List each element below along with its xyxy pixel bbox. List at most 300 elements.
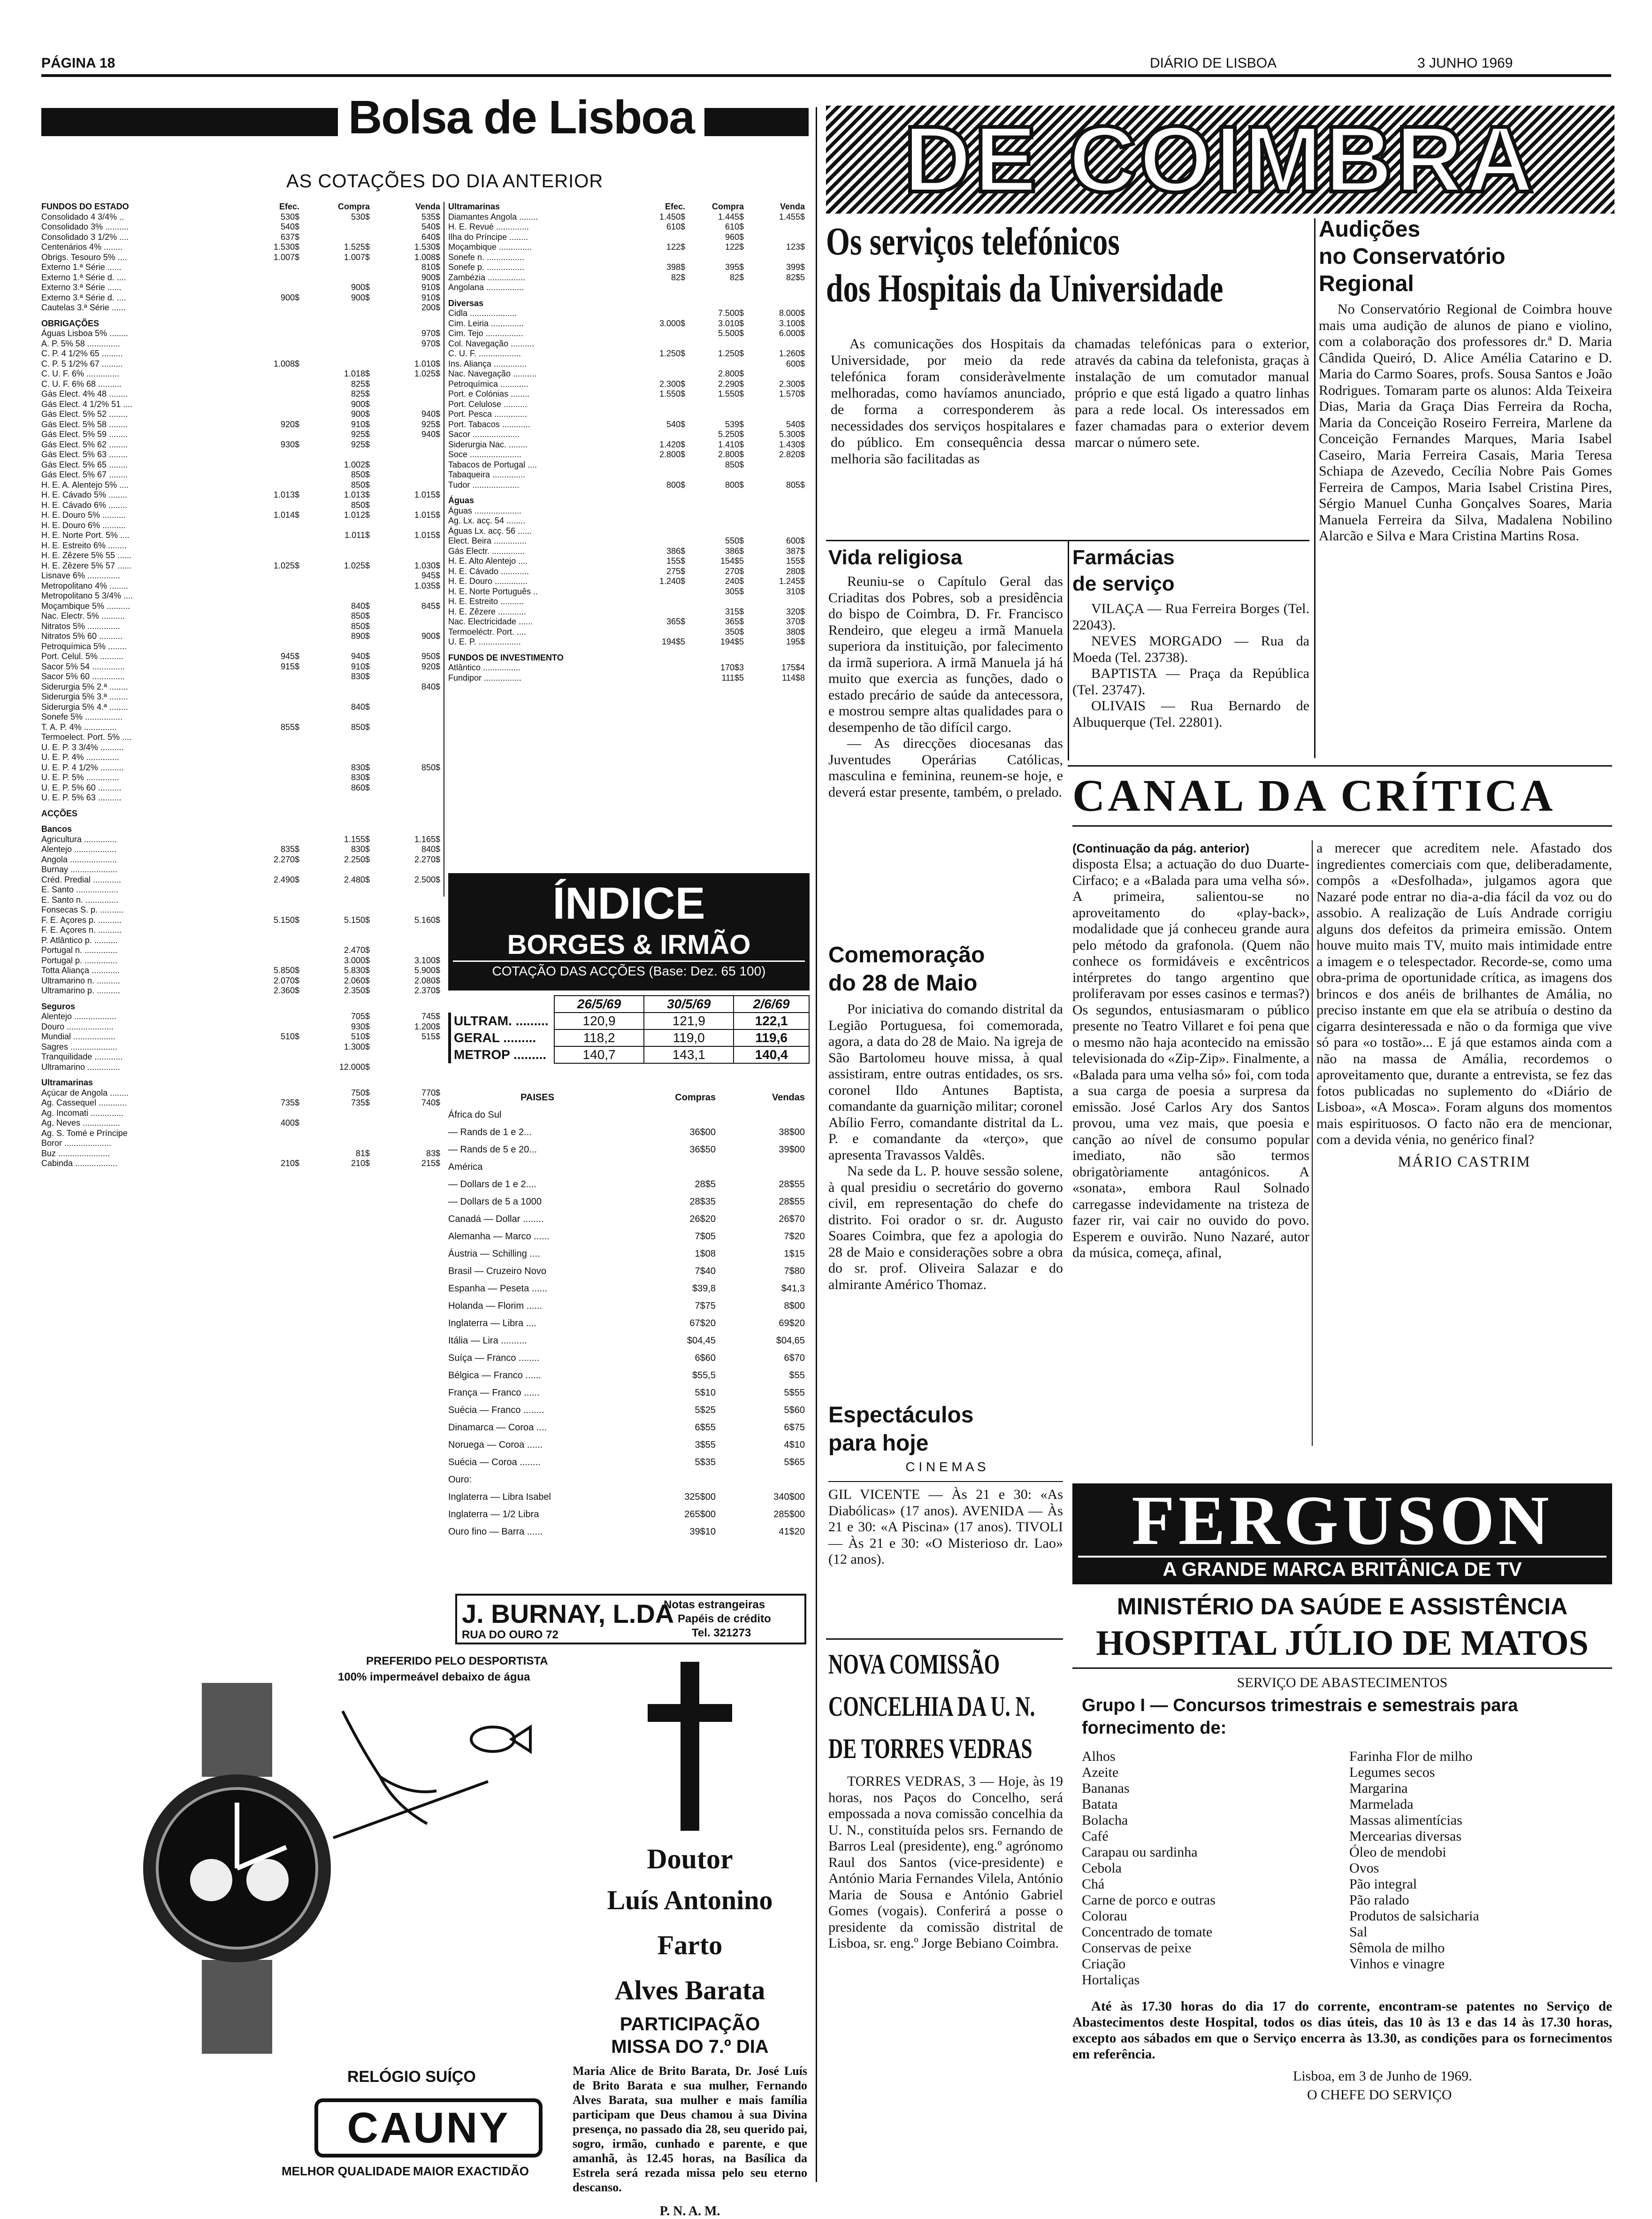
bolsa-left-row: [41, 631, 445, 642]
hospital-service: SERVIÇO DE ABASTECIMENTOS: [1237, 1675, 1448, 1690]
currency-name: Ouro:: [448, 1474, 472, 1485]
bolsa-right-row: [448, 470, 810, 480]
quote-value: [299, 692, 370, 702]
quote-value: [234, 1138, 299, 1149]
quote-value: 1.450$: [659, 212, 685, 222]
supply-item: Carapau ou sardinha: [1082, 1844, 1198, 1860]
quote-value: [234, 885, 299, 895]
watch-subdial-left: [190, 1859, 232, 1901]
quote-value: 1.455$: [779, 212, 805, 222]
quote-value: 810$: [421, 262, 440, 272]
quote-value: [299, 521, 370, 531]
quote-value: 825$: [351, 379, 370, 389]
bolsa-left-row: [41, 642, 445, 652]
quote-value: [627, 232, 685, 243]
quote-value: 910$: [351, 419, 370, 429]
quote-value: 530$: [351, 212, 370, 222]
ferguson-brand: FERGUSON: [1132, 1482, 1553, 1559]
security-name: Totta Aliança ............: [41, 966, 120, 975]
bolsa-right-row: [448, 232, 810, 243]
canal-critica-article: [1072, 770, 1612, 827]
bolsa-left-row: [41, 1042, 445, 1052]
bolsa-left-row: [41, 470, 445, 480]
quote-value: 2.470$: [344, 945, 370, 955]
quote-value: [299, 1118, 370, 1129]
security-name: Port. Tabacos ............: [448, 419, 530, 429]
exchange-value: 1$08: [695, 1249, 716, 1259]
bolsa-left-row: [41, 743, 445, 753]
quote-value: [370, 480, 440, 491]
quote-value: [234, 945, 299, 956]
exchange-value: 5$60: [784, 1405, 805, 1415]
telefones-col2: chamadas telefónicas para o exterior, através da cabina da telefonista, graças à instalação de um comutador manual próprio e que está ligado a quatro linhas para a rede local. Os interessados em fazer chamadas para o exterior devem marcar o número sete.: [1075, 336, 1309, 450]
telefones-col1: As comunicações dos Hospitais da Universidade, por meio da rede telefónica foram consideràvelmente melhoradas, como havíamos anunciado, de forma a corresponderem às necessidades dos serviços hospitalares e do público. Em consequência dessa melhoria são facilitadas as: [831, 336, 1065, 467]
security-name: U. E. P. 5% 63 ..........: [41, 793, 122, 802]
quote-value: [299, 339, 370, 349]
farmacias-list: [1072, 601, 1309, 730]
security-name: Buz ......................: [41, 1148, 110, 1158]
quote-value: [234, 1062, 299, 1073]
security-name: Tabacos de Portugal ....: [448, 460, 537, 469]
quote-value: 945$: [280, 652, 299, 661]
quote-value: 2.800$: [659, 450, 685, 459]
currency-name: Alemanha — Marco ......: [448, 1231, 550, 1242]
bolsa-right-row: [448, 273, 810, 283]
quote-value: 800$: [725, 480, 744, 490]
quote-value: [299, 885, 370, 895]
quote-value: 1.008$: [414, 252, 440, 262]
bolsa-left-row: [41, 773, 445, 783]
bolsa-left-row: [41, 763, 445, 773]
obituary: [573, 1662, 807, 2219]
exchange-value: 36$50: [689, 1144, 716, 1155]
bolsa-left-row: [41, 1108, 445, 1119]
security-name: Siderurgia 5% 2.ª ........: [41, 682, 128, 691]
quote-value: [299, 793, 370, 803]
security-name: Sagres ....................: [41, 1042, 118, 1052]
quote-value: 900$: [351, 399, 370, 409]
quote-value: 900$: [421, 272, 440, 282]
bolsa-left-row: [41, 510, 445, 521]
column-head: Venda: [780, 202, 805, 211]
security-name: Moçambique ..............: [448, 242, 532, 252]
quote-value: [744, 369, 805, 379]
exchange-value: 69$20: [779, 1318, 805, 1328]
bolsa-left-row: [41, 420, 445, 430]
quote-value: 3.000$: [344, 955, 370, 965]
bolsa-right-row: [448, 369, 810, 379]
quote-value: [685, 359, 744, 369]
quote-value: 637$: [280, 232, 299, 242]
quote-value: [234, 712, 299, 722]
bolsa-left-row: [41, 359, 445, 369]
exchange-row: [448, 1211, 810, 1228]
quote-value: [370, 460, 440, 470]
fish-figure: [471, 1727, 514, 1751]
espectaculos-sub: C I N E M A S: [905, 1459, 986, 1474]
security-name: Sonefe n. ................: [448, 252, 525, 262]
quote-value: [234, 936, 299, 946]
quote-value: [299, 895, 370, 906]
quote-value: [234, 369, 299, 379]
hospital-group: Grupo I — Concursos trimestrais e semestrais para fornecimento de:: [1082, 1696, 1518, 1738]
quote-value: 850$: [351, 722, 370, 732]
quote-value: 1.250$: [659, 349, 685, 358]
quote-value: 510$: [351, 1032, 370, 1041]
quote-value: 2.290$: [718, 379, 744, 389]
hospital-name: HOSPITAL JÚLIO DE MATOS: [1096, 1623, 1589, 1663]
bolsa-right-row: [448, 283, 810, 293]
espectaculos-article: [828, 1401, 1063, 1568]
bolsa-left-row: [41, 253, 445, 263]
security-name: Termoelect. Port. 5% ....: [41, 732, 132, 742]
bolsa-left-row: [41, 389, 445, 399]
exchange-row: [448, 1141, 810, 1159]
bolsa-left-row: [41, 1052, 445, 1062]
security-name: Boror ....................: [41, 1138, 112, 1148]
bolsa-left-row: [41, 905, 445, 915]
canal-head: CANAL DA CRÍTICA: [1072, 770, 1556, 821]
quote-value: [234, 601, 299, 612]
quote-value: 1.035$: [414, 581, 440, 591]
supply-item: Sal: [1349, 1924, 1368, 1940]
quote-value: [627, 506, 685, 516]
exchange-row: [448, 1298, 810, 1315]
supply-item: Cebola: [1082, 1860, 1122, 1876]
exchange-value: 3$55: [695, 1440, 716, 1450]
quote-value: 155$: [666, 556, 685, 566]
bolsa-left-row: [41, 293, 445, 303]
canal-text-col1: disposta Elsa; a actuação do duo Duarte-Cirfaco; e a «Balada para uma velha só». A primeira, salientou-se no aproveitamento do «play-back», modalidade que já conheceu grande aura pelo método da grafonola. (Quem não conhece os formidáveis e excêntricos intérpretes do tango argentino que proliferavam por esses casinos e termas?) Os segundos, entusiasmaram o público presente no Teatro Villaret e foi pena que o mesmo não haja acontecido na emissão televisionada do «Zip-Zip». Finalmente, a «Balada para uma velha só» foi, com toda a sua carga de poesia a surpresa da emissão. José Carlos Ary dos Santos provou, uma vez mais, que poesia e canção ao nível de consumo popular imediato, não são termos obrigatòriamente antagónicos. A «sonata», embora Raul Solnado carregasse indevidamente na tristeza de fazer rir, vai cair no ouvido do povo. Esperem e ouvirão. Nuno Nazaré, autor da música, começa, afinal,: [1072, 856, 1309, 1260]
quote-value: [234, 379, 299, 390]
quote-value: 830$: [351, 762, 370, 772]
farmacia-entry: BAPTISTA — Praça da República (Tel. 23747).: [1072, 666, 1309, 698]
bolsa-right-row: [448, 673, 810, 683]
quote-value: [299, 682, 370, 692]
quote-value: [627, 673, 685, 683]
security-name: Externo 3.ª Série ......: [41, 283, 122, 292]
quote-value: 175$4: [781, 663, 805, 672]
security-name: H. E. Cávado 6% ........: [41, 500, 128, 510]
bolsa-left-row: [41, 855, 445, 865]
quote-value: [370, 1062, 440, 1073]
security-name: Zambézia ................: [448, 272, 526, 282]
quote-value: [234, 480, 299, 491]
quote-value: 1.530$: [273, 242, 299, 252]
quote-value: 1.260$: [779, 349, 805, 358]
supply-item: Colorau: [1082, 1908, 1127, 1924]
bolsa-left-row: [41, 1022, 445, 1032]
security-name: Port. Pesca ..............: [448, 409, 528, 419]
exchange-head-row: [448, 1089, 810, 1106]
exchange-row: [448, 1471, 810, 1489]
quote-value: 2.300$: [659, 379, 685, 389]
bolsa-left-row: [41, 1032, 445, 1042]
security-name: Gás Elect. 5% 62 ........: [41, 439, 128, 449]
security-name: H. E. Douro 6% ..........: [41, 520, 126, 530]
security-name: H. E. Zêzere 5% 57 ......: [41, 561, 132, 570]
quote-value: 850$: [351, 621, 370, 631]
bolsa-left-row: [41, 1062, 445, 1073]
watch-ad-bottom2: MAIOR EXACTIDÃO: [413, 2164, 529, 2178]
security-name: Consolidado 3 1/2% ....: [41, 232, 129, 242]
quote-value: [370, 743, 440, 753]
farmacia-entry: OLIVAIS — Rua Bernardo de Albuquerque (Tel. 22801).: [1072, 698, 1309, 730]
quote-value: 830$: [351, 773, 370, 782]
quote-value: 82$: [671, 272, 685, 282]
quote-value: [370, 752, 440, 763]
quote-value: 195$: [786, 637, 805, 646]
quote-value: [234, 642, 299, 652]
bolsa-right-row: [448, 329, 810, 339]
torres-head3: DE TORRES VEDRAS: [828, 1733, 1032, 1764]
quote-value: [685, 253, 744, 263]
quote-value: 530$: [280, 212, 299, 222]
quote-value: 270$: [725, 566, 744, 576]
quote-value: [627, 283, 685, 293]
quote-value: [299, 329, 370, 339]
security-name: H. E. Douro 5% ..........: [41, 510, 126, 520]
quote-value: 305$: [725, 586, 744, 596]
bolsa-left-row: [41, 242, 445, 253]
exchange-row: [448, 1245, 810, 1263]
quote-value: 1.550$: [718, 389, 744, 399]
supply-item: Produtos de salsicharia: [1349, 1908, 1479, 1924]
security-name: A. P. 5% 58 ..............: [41, 338, 120, 348]
quote-value: 398$: [666, 262, 685, 272]
quote-value: [370, 389, 440, 399]
bolsa-left-row: [41, 885, 445, 895]
supply-item: Ovos: [1349, 1860, 1379, 1876]
security-name: Petroquímica 5% ........: [41, 641, 127, 651]
quote-value: [234, 925, 299, 936]
quote-value: [299, 591, 370, 601]
torres-top-rule: [826, 1638, 1063, 1640]
quote-value: 1.550$: [659, 389, 685, 399]
quote-value: 1.300$: [344, 1042, 370, 1052]
bolsa-left-row: [41, 232, 445, 243]
quote-value: 1.025$: [273, 561, 299, 570]
bolsa-left-table: [41, 202, 445, 1864]
quote-value: [370, 925, 440, 936]
quote-value: 740$: [421, 1098, 440, 1107]
column-head: Efec.: [279, 202, 299, 211]
quote-value: 2.270$: [414, 854, 440, 864]
comemoracao-head1: Comemoração: [828, 943, 985, 967]
currency-name: — Dollars de 1 e 2....: [448, 1179, 536, 1190]
quote-value: 200$: [421, 303, 440, 312]
quote-value: 890$: [351, 631, 370, 641]
quote-value: [744, 222, 805, 232]
quote-value: 1.525$: [344, 242, 370, 252]
quote-value: 840$: [351, 601, 370, 611]
quote-value: [370, 1138, 440, 1149]
hospital-sign: O CHEFE DO SERVIÇO: [1307, 2087, 1452, 2103]
quote-value: [234, 521, 299, 531]
security-name: Alentejo ..................: [41, 1012, 117, 1021]
quote-value: 275$: [666, 566, 685, 576]
bolsa-right-row: [448, 409, 810, 420]
quote-value: [370, 1108, 440, 1119]
quote-value: [370, 692, 440, 702]
vida-religiosa-article: [828, 545, 1063, 800]
quote-value: [370, 905, 440, 915]
audicoes-head3: Regional: [1319, 271, 1414, 296]
quote-value: 1.155$: [344, 834, 370, 844]
quote-value: [685, 409, 744, 420]
watch-ad: [141, 1655, 563, 2181]
bolsa-right-row: [448, 637, 810, 647]
quote-value: 835$: [280, 845, 299, 854]
supply-item: Alhos: [1082, 1749, 1116, 1764]
obituary-name2: Alves Barata: [614, 1975, 765, 2005]
security-name: Ag. Cassequel ............: [41, 1098, 127, 1107]
quote-value: 1.014$: [273, 510, 299, 520]
security-name: Portugal p. ..............: [41, 955, 118, 965]
cross-icon: [643, 1662, 737, 1831]
bolsa-left-row: [41, 500, 445, 511]
security-name: Consolidado 3% ..........: [41, 222, 129, 231]
quote-value: [299, 743, 370, 753]
quote-value: [627, 470, 685, 480]
burnay-ad: [455, 1594, 806, 1644]
currency-name: Noruega — Coroa ......: [448, 1440, 543, 1450]
currency-name: Ouro fino — Barra ......: [448, 1527, 543, 1537]
quote-value: 280$: [786, 566, 805, 576]
audicoes-head2: no Conservatório: [1319, 244, 1506, 269]
quote-value: 1.013$: [273, 490, 299, 499]
quote-value: [370, 1042, 440, 1052]
bolsa-left-row: [41, 1012, 445, 1022]
security-name: H. E. A. Alentejo 5% ....: [41, 480, 129, 490]
bolsa-right-row: [448, 389, 810, 399]
currency-name: — Rands de 1 e 2...: [448, 1127, 532, 1137]
canal-col1: [1072, 840, 1309, 1261]
quote-value: 83$: [426, 1148, 440, 1158]
quote-value: [299, 541, 370, 551]
bolsa-right-row: [448, 607, 810, 617]
security-name: H. E. Revué ..............: [448, 222, 529, 231]
obituary-name1: Luís Antonino Farto: [607, 1885, 773, 1960]
quote-value: 5.850$: [273, 966, 299, 975]
currency-name: Suécia — Franco ........: [448, 1405, 544, 1415]
quote-value: [627, 526, 685, 537]
bolsa-left-row: [41, 895, 445, 906]
watch-ad-top1: PREFERIDO PELO DESPORTISTA: [366, 1655, 548, 1667]
security-name: Ultramarino n. ..........: [41, 975, 121, 985]
vida-religiosa-text: Reuniu-se o Capítulo Geral das Criaditas dos Pobres, sob a presidência do bispo de Coimbra, D. Fr. Francisco Rendeiro, que elegeu a irmã Manuela superiora da instituição, por falecimento da irmã superiora. A irmã Manuela já há muito que exercia as funções, dado o estado precário de saúde da antecessora, e mostrou sempre altas qualidades para o desempenho de tão difícil cargo.: [828, 574, 1063, 735]
bolsa-left-row: [41, 875, 445, 885]
farmacia-entry: NEVES MORGADO — Rua da Moeda (Tel. 23738).: [1072, 633, 1309, 665]
security-name: F. E. Açores p. ..........: [41, 915, 122, 925]
quote-value: 5.500$: [718, 329, 744, 338]
quote-value: [627, 430, 685, 440]
supply-item: Vinhos e vinagre: [1349, 1956, 1445, 1972]
bolsa-left-row: [41, 530, 445, 541]
bolsa-left-row: [41, 622, 445, 632]
quote-value: [370, 702, 440, 713]
quote-value: [627, 627, 685, 637]
bolsa-left-row: [41, 915, 445, 926]
quote-value: [744, 399, 805, 410]
quote-value: [299, 905, 370, 915]
quote-value: 315$: [725, 607, 744, 616]
bolsa-left-row: [41, 379, 445, 390]
quote-value: [234, 702, 299, 713]
quote-value: 840$: [421, 682, 440, 691]
bolsa-left-row: [41, 672, 445, 682]
quote-value: [234, 470, 299, 480]
bolsa-left-row: [41, 561, 445, 571]
indice-date: 26/5/69: [554, 996, 644, 1013]
exchange-value: 38$00: [779, 1127, 805, 1137]
bolsa-left-row: [41, 460, 445, 470]
bolsa-left-row: [41, 601, 445, 612]
indice-value: 119,6: [734, 1029, 809, 1046]
quote-value: 400$: [280, 1118, 299, 1128]
quote-value: [234, 1088, 299, 1098]
exchange-value: [716, 1471, 805, 1489]
quote-value: [685, 597, 744, 607]
security-name: C. U. F. 6% 68 ..........: [41, 379, 122, 389]
table-section-title: [448, 202, 810, 212]
quote-value: [234, 672, 299, 682]
quote-value: 920$: [421, 661, 440, 671]
quote-value: 380$: [786, 627, 805, 637]
security-name: H. E. Zêzere 5% 55 ......: [41, 551, 132, 560]
quote-value: [744, 460, 805, 470]
quote-value: 395$: [725, 262, 744, 272]
quote-value: 240$: [725, 576, 744, 586]
exchange-value: 5$10: [695, 1388, 716, 1398]
bolsa-right-row: [448, 516, 810, 526]
cauny-brand: CAUNY: [347, 2104, 510, 2152]
quote-value: [234, 551, 299, 561]
quote-value: 320$: [786, 607, 805, 616]
audicoes-head1: Audições: [1319, 217, 1421, 242]
obituary-sub1: PARTICIPAÇÃO: [620, 2014, 760, 2035]
quote-value: [299, 732, 370, 743]
torres-head2: CONCELHIA DA U. N.: [828, 1691, 1035, 1722]
quote-value: [370, 500, 440, 511]
indice-title: ÍNDICE: [552, 878, 705, 929]
exchange-row: [448, 1489, 810, 1506]
quote-value: 1.570$: [779, 389, 805, 399]
bolsa-left-row: [41, 865, 445, 875]
column-head: Efec.: [665, 202, 685, 211]
supply-item: Bananas: [1082, 1781, 1130, 1796]
quote-value: [370, 895, 440, 906]
quote-value: [299, 349, 370, 359]
quote-value: 915$: [280, 661, 299, 671]
supply-item: Conservas de peixe: [1082, 1940, 1192, 1956]
bolsa-left-row: [41, 212, 445, 223]
quote-value: [234, 732, 299, 743]
quote-value: [299, 752, 370, 763]
security-name: Cim. Leiria ..............: [448, 318, 524, 328]
indice-box: [448, 873, 810, 1084]
security-name: H. E. Estreito 6% ........: [41, 540, 127, 550]
supply-item: Hortaliças: [1082, 1972, 1140, 1988]
bolsa-right-row: [448, 359, 810, 369]
bolsa-left-row: [41, 369, 445, 379]
bolsa-right-row: [448, 222, 810, 232]
security-name: H. E. Alto Alentejo ....: [448, 556, 528, 566]
exchange-value: [716, 1106, 805, 1124]
quote-value: 194$5: [661, 637, 685, 646]
page-number: PÁGINA 18: [41, 55, 115, 71]
quote-value: [299, 232, 370, 243]
